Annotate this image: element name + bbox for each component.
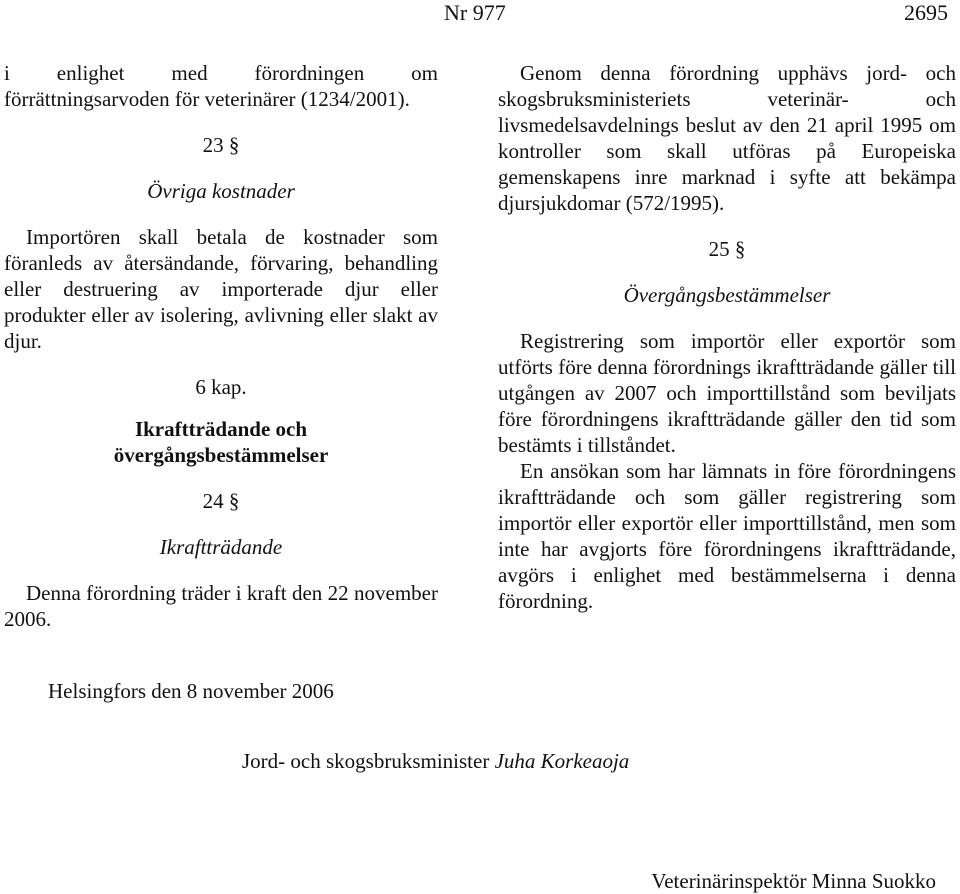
section-24-number: 24 § <box>202 489 240 513</box>
minister-name: Juha Korkeaoja <box>494 749 630 773</box>
place-and-date: Helsingfors den 8 november 2006 <box>48 679 334 703</box>
left-column <box>4 60 438 632</box>
section-25-paragraph-2: En ansökan som har lämnats in före förordningens ikraftträdande och som gäller registrering som importör eller exportör eller importtillstånd, men som inte har avgjorts före förordningens ikraftträdande, avgörs i enlighet med bestämmelserna i denna förordning. <box>498 459 956 613</box>
intro-paragraph: i enlighet med förordningen om förrättningsarvoden för veterinärer (1234/2001). <box>4 61 438 111</box>
section-25-title: Övergångsbestämmelser <box>623 283 831 307</box>
section-23-number: 23 § <box>202 133 240 157</box>
chapter-number: 6 kap. <box>195 375 247 399</box>
page-number: 2695 <box>904 0 948 25</box>
section-24-text: Denna förordning träder i kraft den 22 november 2006. <box>4 581 438 631</box>
section-25-paragraph-1: Registrering som importör eller exportör som utförts före denna förordnings ikraftträdande gäller till utgången av 2007 och importtillstånd som beviljats före förordningens ikraftträdande gäller den tid som bestämts i tillståndet. <box>498 329 956 457</box>
right-column <box>498 60 956 614</box>
chapter-title: Ikraftträdande och övergångsbestämmelser <box>113 417 329 467</box>
inspector-signature: Veterinärinspektör Minna Suokko <box>651 869 936 893</box>
minister-signature <box>242 748 629 774</box>
repeal-paragraph: Genom denna förordning upphävs jord- och skogsbruksministeriets veterinär- och livsmedelsavdelnings beslut av den 21 april 1995 om kontroller som skall utföras på Europeiska gemenskapens inre marknad i syfte att bekämpa djursjukdomar (572/1995). <box>498 61 956 215</box>
section-23-text: Importören skall betala de kostnader som föranleds av återsändande, förvaring, behandling eller destruering av importerade djur eller produkter eller av isolering, avlivning eller slakt av djur. <box>4 225 438 353</box>
section-23-title: Övriga kostnader <box>147 179 295 203</box>
section-25-number: 25 § <box>708 237 746 261</box>
section-24-title: Ikraftträdande <box>159 535 283 559</box>
minister-title: Jord- och skogsbruksminister <box>242 749 490 773</box>
issue-number: Nr 977 <box>444 0 506 25</box>
